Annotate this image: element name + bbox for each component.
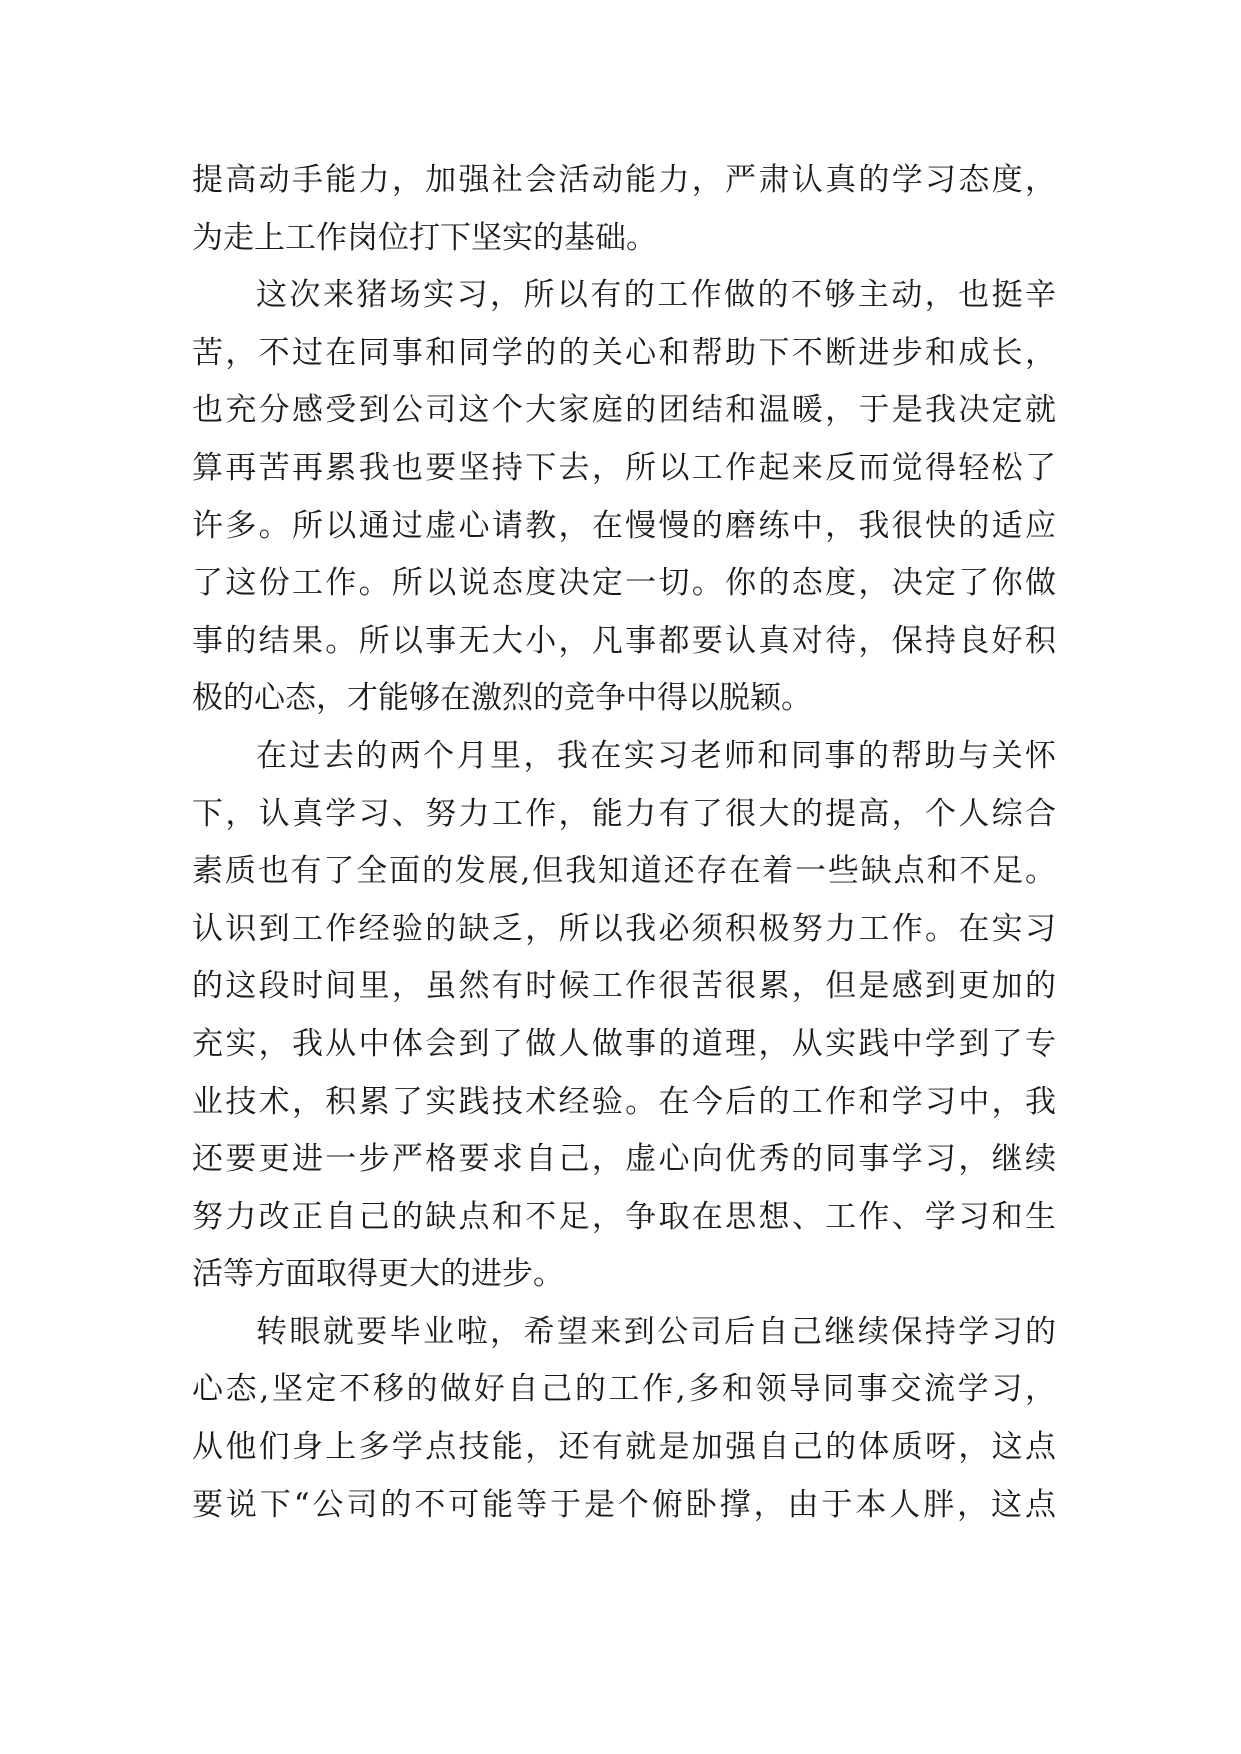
body-text	[192, 152, 1056, 1534]
text-line: 充实，我从中体会到了做人做事的道理，从实践中学到了专	[192, 1025, 1056, 1062]
paragraph-first-line: 这次来猪场实习，所以有的工作做的不够主动，也挺辛	[256, 277, 1056, 314]
text-line: 事的结果。所以事无大小，凡事都要认真对待，保持良好积	[192, 622, 1056, 659]
text-line: 素质也有了全面的发展,但我知道还存在着一些缺点和不足。	[192, 853, 1056, 890]
text-line: 算再苦再累我也要坚持下去，所以工作起来反而觉得轻松了	[192, 449, 1056, 486]
text-line: 心态,坚定不移的做好自己的工作,多和领导同事交流学习，	[192, 1371, 1056, 1408]
text-line: 业技术，积累了实践技术经验。在今后的工作和学习中，我	[192, 1083, 1056, 1120]
text-line: 极的心态，才能够在激烈的竞争中得以脱颖。	[192, 680, 812, 717]
text-line: 下，认真学习、努力工作，能力有了很大的提高，个人综合	[192, 795, 1056, 832]
text-line: 许多。所以通过虚心请教，在慢慢的磨练中，我很快的适应	[192, 507, 1056, 544]
text-line: 还要更进一步严格要求自己，虚心向优秀的同事学习，继续	[192, 1141, 1056, 1178]
paragraph-first-line: 转眼就要毕业啦，希望来到公司后自己继续保持学习的	[256, 1313, 1056, 1350]
text-line: 要说下“公司的不可能等于是个俯卧撑，由于本人胖，这点	[192, 1486, 1056, 1523]
text-line: 了这份工作。所以说态度决定一切。你的态度，决定了你做	[192, 565, 1056, 602]
text-line: 从他们身上多学点技能，还有就是加强自己的体质呀，这点	[192, 1429, 1056, 1466]
text-line: 活等方面取得更大的进步。	[192, 1256, 564, 1293]
text-line: 提高动手能力，加强社会活动能力，严肃认真的学习态度，	[192, 162, 1056, 198]
text-line: 为走上工作岗位打下坚实的基础。	[192, 219, 657, 256]
paragraph-first-line: 在过去的两个月里，我在实习老师和同事的帮助与关怀	[256, 737, 1056, 774]
text-line: 苦，不过在同事和同学的的关心和帮助下不断进步和成长，	[192, 334, 1056, 371]
text-line: 也充分感受到公司这个大家庭的团结和温暖，于是我决定就	[192, 392, 1056, 429]
text-line: 的这段时间里，虽然有时候工作很苦很累，但是感到更加的	[192, 968, 1056, 1005]
text-line: 努力改正自己的缺点和不足，争取在思想、工作、学习和生	[192, 1198, 1056, 1235]
text-line: 认识到工作经验的缺乏，所以我必须积极努力工作。在实习	[192, 910, 1056, 947]
